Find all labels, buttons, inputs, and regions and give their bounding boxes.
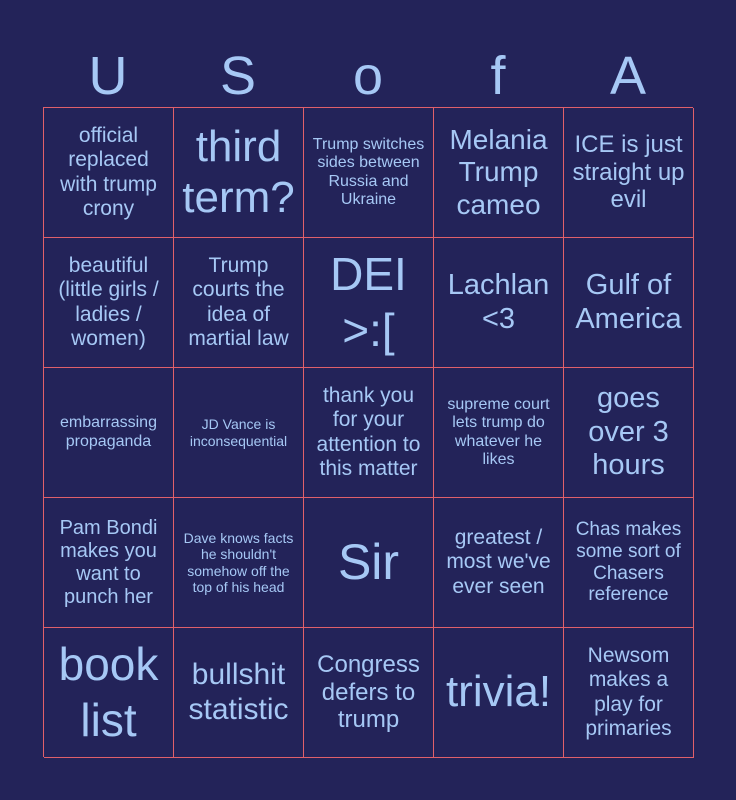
bingo-cell-r3-c2[interactable]: Sir [304, 498, 434, 628]
bingo-cell-r2-c2[interactable]: thank you for your attention to this matter [304, 368, 434, 498]
bingo-cell-r0-c2[interactable]: Trump switches sides between Russia and Ukraine [304, 108, 434, 238]
bingo-cell-r4-c1[interactable]: bullshit statistic [174, 628, 304, 758]
bingo-cell-r3-c0[interactable]: Pam Bondi makes you want to punch her [44, 498, 174, 628]
bingo-cell-r2-c3[interactable]: supreme court lets trump do whatever he likes [434, 368, 564, 498]
bingo-cell-r0-c3[interactable]: Melania Trump cameo [434, 108, 564, 238]
bingo-cell-r0-c0[interactable]: official replaced with trump crony [44, 108, 174, 238]
bingo-grid [43, 107, 693, 757]
bingo-cell-r3-c1[interactable]: Dave knows facts he shouldn't somehow off the top of his head [174, 498, 304, 628]
bingo-cell-r1-c2[interactable]: DEI >:[ [304, 238, 434, 368]
header-letter-o: o [352, 46, 384, 106]
bingo-cell-r4-c3[interactable]: trivia! [434, 628, 564, 758]
bingo-cell-r1-c3[interactable]: Lachlan <3 [434, 238, 564, 368]
bingo-cell-r2-c1[interactable]: JD Vance is inconsequential [174, 368, 304, 498]
bingo-cell-r3-c4[interactable]: Chas makes some sort of Chasers reference [564, 498, 694, 628]
header-letter-s: S [219, 46, 257, 106]
bingo-cell-r4-c2[interactable]: Congress defers to trump [304, 628, 434, 758]
bingo-cell-r0-c4[interactable]: ICE is just straight up evil [564, 108, 694, 238]
header-letter-f: f [490, 46, 506, 106]
bingo-cell-r3-c3[interactable]: greatest / most we've ever seen [434, 498, 564, 628]
bingo-cell-r4-c4[interactable]: Newsom makes a play for primaries [564, 628, 694, 758]
bingo-cell-r0-c1[interactable]: third term? [174, 108, 304, 238]
header-letter-a: A [609, 46, 647, 106]
bingo-cell-r2-c0[interactable]: embarrassing propaganda [44, 368, 174, 498]
bingo-cell-r1-c0[interactable]: beautiful (little girls / ladies / women) [44, 238, 174, 368]
bingo-cell-r2-c4[interactable]: goes over 3 hours [564, 368, 694, 498]
bingo-cell-r1-c4[interactable]: Gulf of America [564, 238, 694, 368]
bingo-cell-r1-c1[interactable]: Trump courts the idea of martial law [174, 238, 304, 368]
bingo-header [43, 44, 693, 108]
header-letter-u: U [88, 46, 128, 106]
bingo-cell-r4-c0[interactable]: book list [44, 628, 174, 758]
